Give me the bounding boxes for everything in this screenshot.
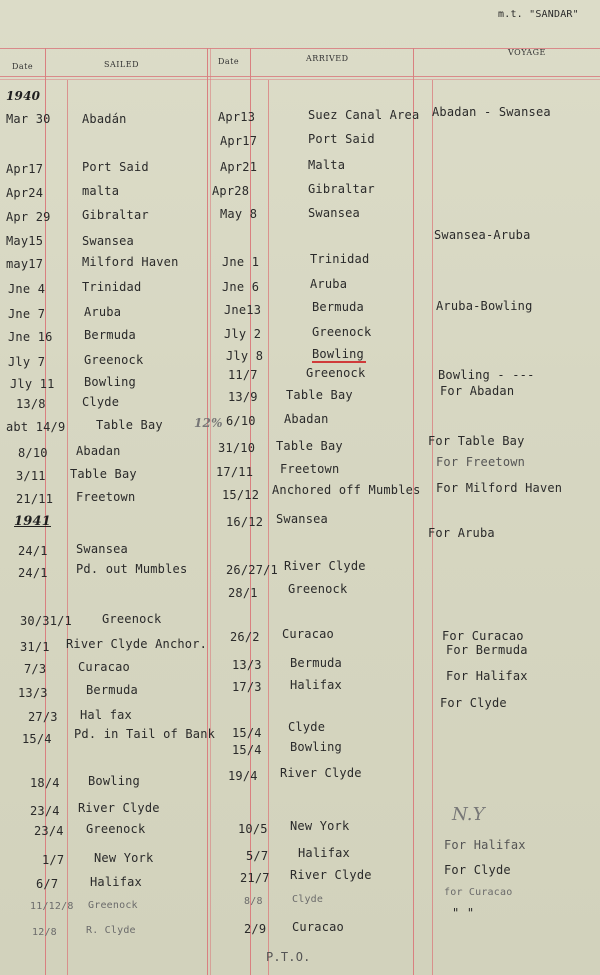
- arrived-place: Malta: [308, 158, 346, 172]
- header-bottom-rule-2: [0, 79, 600, 80]
- arrived-date: 8/8: [244, 896, 263, 907]
- sailed-date: 13/8: [16, 397, 46, 411]
- sailed-place: Abadán: [82, 112, 127, 126]
- voyage-entry: for Curacao: [444, 887, 513, 898]
- arrived-place: Greenock: [312, 325, 372, 339]
- sailed-place: Bermuda: [84, 328, 136, 342]
- column-rule-sailed: [207, 48, 208, 975]
- arrived-place: Aruba: [310, 277, 348, 291]
- arrived-place: Table Bay: [276, 439, 343, 453]
- arrived-date: 21/7: [240, 871, 270, 885]
- sailed-place: River Clyde Anchor.: [66, 637, 208, 651]
- page-turn-note: P.T.O.: [266, 950, 311, 964]
- sailed-date: Jne 7: [8, 307, 46, 321]
- sailed-date: Jly 7: [8, 355, 46, 369]
- voyage-entry: For Aruba: [428, 526, 495, 540]
- arrived-place: Swansea: [308, 206, 360, 220]
- header-date-sailed: Date: [12, 62, 34, 71]
- arrived-date: 5/7: [246, 849, 269, 863]
- sailed-place: Hal fax: [80, 708, 132, 722]
- sailed-date: 23/4: [30, 804, 60, 818]
- arrived-place: Port Said: [308, 132, 375, 146]
- column-rule-sailed-date: [67, 80, 68, 975]
- sailed-date: 1/7: [42, 853, 65, 867]
- sailed-date: Jly 11: [10, 377, 55, 391]
- sailed-date: May15: [6, 234, 44, 248]
- arrived-place: Halifax: [290, 678, 342, 692]
- sailed-date: 31/1: [20, 640, 50, 654]
- arrived-place: River Clyde: [280, 766, 362, 780]
- voyage-entry: " ": [452, 906, 475, 920]
- arrived-date: 15/4: [232, 726, 262, 740]
- arrived-date: 28/1: [228, 586, 258, 600]
- sailed-date: 7/3: [24, 662, 47, 676]
- sailed-date: 24/1: [18, 544, 48, 558]
- arrived-place: Halifax: [298, 846, 350, 860]
- sailed-place: Table Bay: [96, 418, 163, 432]
- voyage-entry-handwritten: N.Y: [452, 804, 485, 825]
- header-date-arrived: Date: [218, 57, 240, 66]
- sailed-date: 12/8: [32, 927, 57, 938]
- voyage-entry: Bowling - ---: [438, 368, 535, 382]
- arrived-place: Bowling: [312, 347, 364, 361]
- sailed-place: Clyde: [82, 395, 120, 409]
- arrived-place: Greenock: [306, 366, 366, 380]
- sailed-place: R. Clyde: [86, 925, 136, 936]
- sailed-date: Apr17: [6, 162, 44, 176]
- sailed-place: Gibraltar: [82, 208, 149, 222]
- sailed-place: Trinidad: [82, 280, 142, 294]
- column-rule-arrived-date-2: [268, 80, 269, 975]
- sailed-place: Bowling: [88, 774, 140, 788]
- arrived-date: 15/12: [222, 488, 260, 502]
- arrived-date: Apr13: [218, 110, 256, 124]
- sailed-date: 15/4: [22, 732, 52, 746]
- voyage-entry: For Abadan: [440, 384, 515, 398]
- sailed-date: 8/10: [18, 446, 48, 460]
- arrived-date: Jne13: [224, 303, 262, 317]
- arrived-place: Gibraltar: [308, 182, 375, 196]
- sailed-place: Aruba: [84, 305, 122, 319]
- sailed-place: Freetown: [76, 490, 136, 504]
- sailed-date: 6/7: [36, 877, 59, 891]
- sailed-date: 23/4: [34, 824, 64, 838]
- arrived-date: 2/9: [244, 922, 267, 936]
- voyage-entry: For Curacao: [442, 629, 524, 643]
- arrived-place: Curacao: [282, 627, 334, 641]
- arrived-place: River Clyde: [284, 559, 366, 573]
- year-1940: 1940: [6, 89, 41, 103]
- margin-note: 12%: [194, 416, 223, 430]
- sailed-place: Bermuda: [86, 683, 138, 697]
- sailed-date: may17: [6, 257, 44, 271]
- arrived-place: Freetown: [280, 462, 340, 476]
- arrived-place: Greenock: [288, 582, 348, 596]
- year-1941: 1941: [14, 514, 51, 529]
- voyage-entry: For Milford Haven: [436, 481, 563, 495]
- sailed-place: Milford Haven: [82, 255, 179, 269]
- arrived-date: 31/10: [218, 441, 256, 455]
- sailed-place: Greenock: [102, 612, 162, 626]
- header-sailed: SAILED: [104, 60, 139, 69]
- arrived-place: Table Bay: [286, 388, 353, 402]
- column-rule-sailed-2: [210, 48, 211, 975]
- arrived-date: 26/27/1: [226, 563, 278, 577]
- arrived-date: 15/4: [232, 743, 262, 757]
- arrived-date: Jly 2: [224, 327, 262, 341]
- arrived-date: 26/2: [230, 630, 260, 644]
- arrived-place: Swansea: [276, 512, 328, 526]
- arrived-place: Clyde: [292, 894, 324, 905]
- header-voyage: VOYAGE: [508, 48, 546, 57]
- arrived-date: 17/3: [232, 680, 262, 694]
- arrived-place: Bermuda: [312, 300, 364, 314]
- sailed-place: Greenock: [88, 900, 138, 911]
- sailed-date: 11/12/8: [30, 901, 74, 912]
- voyage-entry: Abadan - Swansea: [432, 105, 551, 119]
- arrived-place: Abadan: [284, 412, 329, 426]
- bowling-underline: [312, 361, 366, 363]
- sailed-place: Swansea: [76, 542, 128, 556]
- header-arrived: ARRIVED: [306, 54, 349, 63]
- arrived-date: Apr21: [220, 160, 258, 174]
- sailed-date: Apr24: [6, 186, 44, 200]
- sailed-place: Pd. in Tail of Bank: [74, 727, 216, 741]
- arrived-date: 10/5: [238, 822, 268, 836]
- arrived-date: 13/3: [232, 658, 262, 672]
- sailed-date: abt 14/9: [6, 420, 66, 434]
- sailed-date: Jne 16: [8, 330, 53, 344]
- arrived-place: Suez Canal Area: [308, 108, 420, 122]
- ship-title: m.t. "SANDAR": [498, 9, 579, 20]
- sailed-place: Greenock: [86, 822, 146, 836]
- arrived-place: Anchored off Mumbles: [272, 483, 421, 497]
- arrived-date: 11/7: [228, 368, 258, 382]
- sailed-date: Apr 29: [6, 210, 51, 224]
- arrived-date: Jne 6: [222, 280, 260, 294]
- arrived-place: New York: [290, 819, 350, 833]
- sailed-date: 3/11: [16, 469, 46, 483]
- arrived-place: River Clyde: [290, 868, 372, 882]
- arrived-date: 6/10: [226, 414, 256, 428]
- arrived-date: 19/4: [228, 769, 258, 783]
- arrived-place: Trinidad: [310, 252, 370, 266]
- sailed-place: malta: [82, 184, 120, 198]
- sailed-place: Bowling: [84, 375, 136, 389]
- arrived-date: May 8: [220, 207, 258, 221]
- sailed-date: 24/1: [18, 566, 48, 580]
- sailed-place: Curacao: [78, 660, 130, 674]
- sailed-date: Mar 30: [6, 112, 51, 126]
- arrived-place: Curacao: [292, 920, 344, 934]
- sailed-place: Pd. out Mumbles: [76, 562, 188, 576]
- sailed-date: Jne 4: [8, 282, 46, 296]
- sailed-place: Swansea: [82, 234, 134, 248]
- arrived-place: Clyde: [288, 720, 326, 734]
- sailed-date: 27/3: [28, 710, 58, 724]
- column-rule-arrived: [413, 48, 414, 975]
- arrived-place: Bermuda: [290, 656, 342, 670]
- voyage-entry: For Halifax: [446, 669, 528, 683]
- arrived-date: 16/12: [226, 515, 264, 529]
- sailed-place: Port Said: [82, 160, 149, 174]
- sailed-date: 13/3: [18, 686, 48, 700]
- sailed-date: 21/11: [16, 492, 54, 506]
- arrived-date: Apr17: [220, 134, 258, 148]
- arrived-date: Apr28: [212, 184, 250, 198]
- arrived-date: Jne 1: [222, 255, 260, 269]
- sailed-place: Table Bay: [70, 467, 137, 481]
- voyage-entry: For Clyde: [440, 696, 507, 710]
- voyage-entry: For Freetown: [436, 455, 526, 469]
- header-bottom-rule: [0, 76, 600, 77]
- sailed-place: New York: [94, 851, 154, 865]
- arrived-date: 13/9: [228, 390, 258, 404]
- voyage-entry: For Clyde: [444, 863, 511, 877]
- arrived-date: 17/11: [216, 465, 254, 479]
- voyage-entry: For Table Bay: [428, 434, 525, 448]
- arrived-place: Bowling: [290, 740, 342, 754]
- sailed-place: Halifax: [90, 875, 142, 889]
- voyage-entry: Aruba-Bowling: [436, 299, 533, 313]
- voyage-entry: For Bermuda: [446, 643, 528, 657]
- arrived-date: Jly 8: [226, 349, 264, 363]
- sailed-place: Abadan: [76, 444, 121, 458]
- sailed-date: 18/4: [30, 776, 60, 790]
- sailed-place: River Clyde: [78, 801, 160, 815]
- sailed-place: Greenock: [84, 353, 144, 367]
- voyage-entry: For Halifax: [444, 838, 526, 852]
- sailed-date: 30/31/1: [20, 614, 72, 628]
- voyage-entry: Swansea-Aruba: [434, 228, 531, 242]
